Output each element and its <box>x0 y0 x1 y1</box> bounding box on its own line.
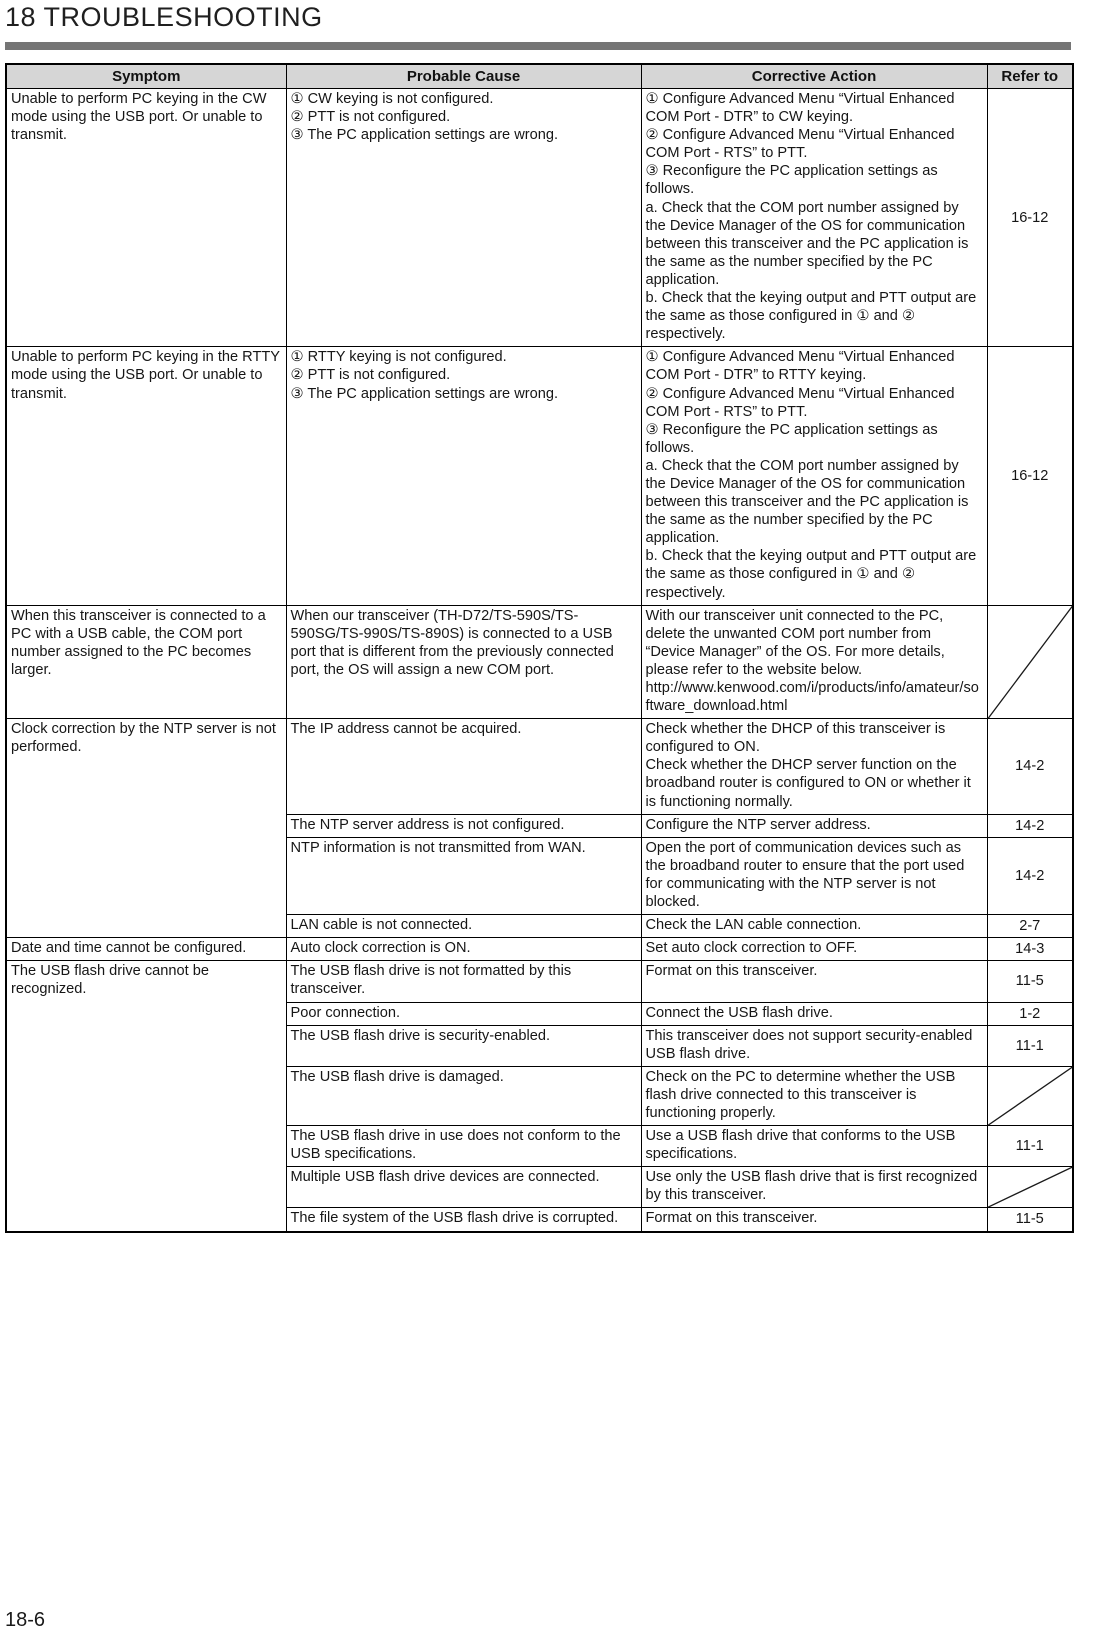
action-text: ① Configure Advanced Menu “Virtual Enhanced COM Port - DTR” to CW keying. <box>645 91 955 126</box>
corrective-action-cell <box>641 961 987 1002</box>
refer-to-cell <box>987 814 1073 837</box>
probable-cause-cell <box>286 961 641 1002</box>
cause-text: The file system of the USB flash drive is corrupted. <box>290 1210 619 1227</box>
corrective-action-cell <box>641 1025 987 1066</box>
action-text: Configure the NTP server address. <box>645 816 871 833</box>
cause-text: ② PTT is not configured. <box>290 367 451 384</box>
refer-page-number: 14-3 <box>1015 941 1045 958</box>
action-text: Set auto clock correction to OFF. <box>645 940 858 957</box>
action-text: Format on this transceiver. <box>645 963 818 980</box>
refer-to-cell <box>987 938 1073 961</box>
table-row <box>6 961 1073 1002</box>
refer-page-number: 2-7 <box>1019 918 1041 935</box>
column-header-symptom: Symptom <box>6 64 286 89</box>
cause-text: ③ The PC application settings are wrong. <box>290 127 559 144</box>
symptom-cell: Unable to perform PC keying in the CW mode using the USB port. Or unable to transmit. <box>6 89 286 347</box>
probable-cause-cell <box>286 814 641 837</box>
corrective-action-cell <box>641 347 987 605</box>
cause-text: ① RTTY keying is not configured. <box>290 349 507 366</box>
corrective-action-cell <box>641 1208 987 1232</box>
action-text: Open the port of communication devices such as the broadband router to ensure that the port used for communicating with the NTP server is not blocked. <box>645 839 965 911</box>
diagonal-slash-icon <box>988 1067 1073 1125</box>
page-number: 18-6 <box>5 1609 46 1631</box>
probable-cause-cell <box>286 1167 641 1208</box>
action-text: Connect the USB flash drive. <box>645 1004 833 1021</box>
refer-to-cell <box>987 605 1073 719</box>
diagonal-slash-icon <box>988 1167 1073 1207</box>
table-row <box>6 347 1073 605</box>
symptom-cell: Clock correction by the NTP server is not performed. <box>6 719 286 938</box>
action-text: ① Configure Advanced Menu “Virtual Enhanced COM Port - DTR” to RTTY keying. <box>645 349 955 384</box>
action-text: b. Check that the keying output and PTT output are the same as those configured in ① and ② respectively. <box>645 290 977 343</box>
table-body <box>6 89 1073 1232</box>
action-text: ② Configure Advanced Menu “Virtual Enhanced COM Port - RTS” to PTT. <box>645 127 955 162</box>
action-text: Check whether the DHCP server function on the broadband router is configured to ON or whether it is functioning normally. <box>645 757 971 810</box>
refer-to-cell <box>987 89 1073 347</box>
symptom-cell: The USB flash drive cannot be recognized. <box>6 961 286 1232</box>
action-text: ② Configure Advanced Menu “Virtual Enhanced COM Port - RTS” to PTT. <box>645 385 955 420</box>
symptom-cell: Unable to perform PC keying in the RTTY mode using the USB port. Or unable to transmit. <box>6 347 286 605</box>
page-title: 18 TROUBLESHOOTING <box>5 2 323 32</box>
action-text: ③ Reconfigure the PC application settings as follows. <box>645 163 938 198</box>
refer-page-number: 11-1 <box>1015 1037 1044 1054</box>
cause-text: LAN cable is not connected. <box>290 917 473 934</box>
title-divider-bar <box>5 42 1071 50</box>
corrective-action-cell <box>641 915 987 938</box>
probable-cause-cell <box>286 837 641 914</box>
refer-to-cell <box>987 915 1073 938</box>
probable-cause-cell <box>286 1126 641 1167</box>
probable-cause-cell <box>286 1002 641 1025</box>
refer-to-cell <box>987 719 1073 814</box>
action-text: Check on the PC to determine whether the USB flash drive connected to this transceiver is functioning properly. <box>645 1068 956 1121</box>
refer-page-number: 11-5 <box>1015 973 1044 990</box>
cause-text: ② PTT is not configured. <box>290 109 451 126</box>
refer-page-number: 1-2 <box>1019 1005 1041 1022</box>
cause-text: Poor connection. <box>290 1004 401 1021</box>
refer-to-cell <box>987 837 1073 914</box>
cause-text: The USB flash drive is not formatted by this transceiver. <box>290 963 572 998</box>
action-text: ③ Reconfigure the PC application settings as follows. <box>645 421 938 456</box>
refer-to-cell <box>987 1066 1073 1125</box>
cause-text: The USB flash drive is damaged. <box>290 1068 504 1085</box>
cause-text: ③ The PC application settings are wrong. <box>290 385 559 402</box>
refer-page-number: 16-12 <box>1011 209 1049 226</box>
action-text: http://www.kenwood.com/i/products/info/amateur/software_download.html <box>645 680 979 715</box>
probable-cause-cell <box>286 915 641 938</box>
action-text: With our transceiver unit connected to the PC, delete the unwanted COM port number from “Device Manager” of the OS. For more details, please refer to the website below. <box>645 607 945 678</box>
refer-page-number: 14-2 <box>1015 817 1045 834</box>
diagonal-slash-icon <box>988 606 1073 719</box>
action-text: a. Check that the COM port number assigned by the Device Manager of the OS for communication between this transceiver and the PC application is the same as the number specified by the PC application. <box>645 457 969 547</box>
probable-cause-cell <box>286 1066 641 1125</box>
cause-text: When our transceiver (TH-D72/TS-590S/TS-590SG/TS-990S/TS-890S) is connected to a USB port that is different from the previously connected port, the OS will assign a new COM port. <box>290 607 614 678</box>
probable-cause-cell <box>286 1025 641 1066</box>
symptom-cell: When this transceiver is connected to a PC with a USB cable, the COM port number assigned to the PC becomes larger. <box>6 605 286 719</box>
corrective-action-cell <box>641 938 987 961</box>
table-row <box>6 719 1073 814</box>
corrective-action-cell <box>641 1126 987 1167</box>
action-text: This transceiver does not support security-enabled USB flash drive. <box>645 1027 973 1062</box>
corrective-action-cell <box>641 837 987 914</box>
probable-cause-cell <box>286 605 641 719</box>
probable-cause-cell <box>286 938 641 961</box>
action-text: Use only the USB flash drive that is first recognized by this transceiver. <box>645 1169 978 1204</box>
refer-to-cell <box>987 347 1073 605</box>
probable-cause-cell <box>286 347 641 605</box>
cause-text: The IP address cannot be acquired. <box>290 721 522 738</box>
column-header-probable-cause: Probable Cause <box>286 64 641 89</box>
probable-cause-cell <box>286 89 641 347</box>
refer-page-number: 14-2 <box>1015 867 1045 884</box>
probable-cause-cell <box>286 719 641 814</box>
refer-page-number: 11-5 <box>1015 1211 1044 1228</box>
corrective-action-cell <box>641 814 987 837</box>
corrective-action-cell <box>641 719 987 814</box>
table-row <box>6 938 1073 961</box>
table-header <box>6 64 1073 89</box>
troubleshooting-table <box>5 63 1074 1233</box>
action-text: Check the LAN cable connection. <box>645 917 862 934</box>
column-header-refer-to: Refer to <box>987 64 1073 89</box>
table-row <box>6 89 1073 347</box>
corrective-action-cell <box>641 89 987 347</box>
action-text: Use a USB flash drive that conforms to the USB specifications. <box>645 1128 956 1163</box>
cause-text: The USB flash drive is security-enabled. <box>290 1027 551 1044</box>
cause-text: Multiple USB flash drive devices are connected. <box>290 1169 600 1186</box>
action-text: Check whether the DHCP of this transceiver is configured to ON. <box>645 721 946 756</box>
cause-text: The NTP server address is not configured. <box>290 816 565 833</box>
refer-to-cell <box>987 1126 1073 1167</box>
symptom-cell: Date and time cannot be configured. <box>6 938 286 961</box>
cause-text: ① CW keying is not configured. <box>290 91 494 107</box>
refer-to-cell <box>987 1002 1073 1025</box>
table-header-row <box>6 64 1073 89</box>
refer-page-number: 16-12 <box>1011 467 1049 484</box>
refer-page-number: 11-1 <box>1015 1138 1044 1155</box>
probable-cause-cell <box>286 1208 641 1232</box>
corrective-action-cell <box>641 1066 987 1125</box>
table-row <box>6 605 1073 719</box>
column-header-corrective-action: Corrective Action <box>641 64 987 89</box>
corrective-action-cell <box>641 605 987 719</box>
action-text: b. Check that the keying output and PTT output are the same as those configured in ① and ② respectively. <box>645 548 977 601</box>
corrective-action-cell <box>641 1002 987 1025</box>
refer-to-cell <box>987 1208 1073 1232</box>
refer-page-number: 14-2 <box>1015 758 1045 775</box>
action-text: a. Check that the COM port number assigned by the Device Manager of the OS for communication between this transceiver and the PC application is the same as the number specified by the PC application. <box>645 199 969 288</box>
corrective-action-cell <box>641 1167 987 1208</box>
refer-to-cell <box>987 961 1073 1002</box>
refer-to-cell <box>987 1025 1073 1066</box>
cause-text: Auto clock correction is ON. <box>290 940 471 957</box>
action-text: Format on this transceiver. <box>645 1210 818 1227</box>
cause-text: The USB flash drive in use does not conform to the USB specifications. <box>290 1128 621 1163</box>
refer-to-cell <box>987 1167 1073 1208</box>
cause-text: NTP information is not transmitted from WAN. <box>290 839 586 856</box>
